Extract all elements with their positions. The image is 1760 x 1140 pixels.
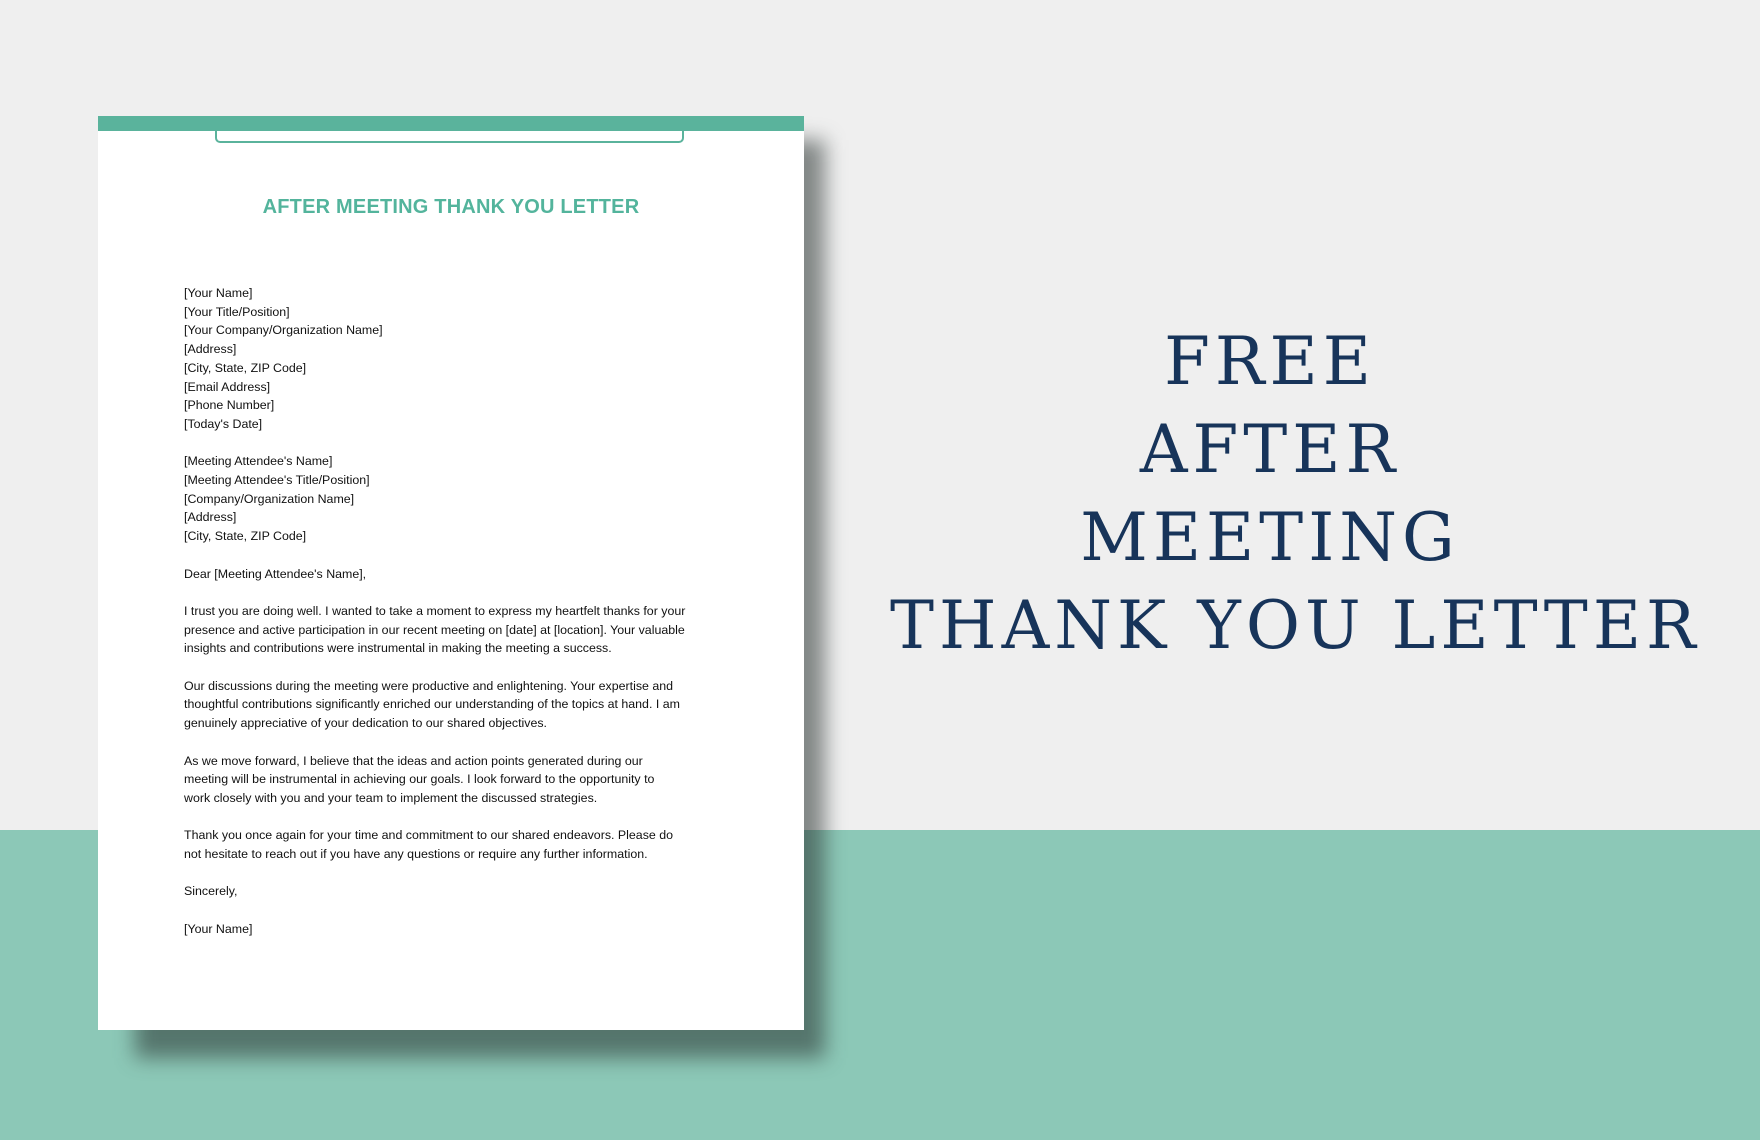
paragraph-2 xyxy=(184,677,744,733)
paragraph-line: Thank you once again for your time and commitment to our shared endeavors. Please do xyxy=(184,828,674,843)
sender-name: [Your Name] xyxy=(184,286,253,300)
promo-line-after: AFTER xyxy=(1139,411,1401,488)
letter-page xyxy=(98,116,804,1030)
paragraph-line: presence and active participation in our recent meeting on [date] at [location]. Your valuable xyxy=(184,622,685,637)
sender-phone: [Phone Number] xyxy=(184,398,275,413)
promo-line-free: FREE xyxy=(1164,323,1376,400)
paragraph-3 xyxy=(184,752,744,808)
sender-company: [Your Company/Organization Name] xyxy=(184,323,383,338)
sender-address: [Address] xyxy=(184,342,237,357)
letter-body xyxy=(184,284,744,957)
closing xyxy=(184,882,744,901)
paragraph-line: insights and contributions were instrumental in making the meeting a success. xyxy=(184,641,612,656)
page-header-tab xyxy=(215,131,684,143)
paragraph-line: Our discussions during the meeting were productive and enlightening. Your expertise and xyxy=(184,678,674,693)
sender-date: [Today's Date] xyxy=(184,416,263,431)
paragraph-4 xyxy=(184,826,744,863)
paragraph-line: not hesitate to reach out if you have any questions or require any further information. xyxy=(184,847,648,861)
sender-email: [Email Address] xyxy=(184,379,271,394)
recipient-name: [Meeting Attendee's Name] xyxy=(184,454,333,469)
signature xyxy=(184,920,744,939)
sender-city: [City, State, ZIP Code] xyxy=(184,360,307,375)
page-header-bar xyxy=(98,116,804,131)
recipient-block xyxy=(184,452,744,546)
document-title: AFTER MEETING THANK YOU LETTER xyxy=(262,196,640,218)
promo-heading xyxy=(890,318,1701,670)
paragraph-line: As we move forward, I believe that the ideas and action points generated during our xyxy=(184,753,643,768)
salutation xyxy=(184,565,744,584)
recipient-title: [Meeting Attendee's Title/Position] xyxy=(184,473,370,488)
sender-block xyxy=(184,284,744,434)
recipient-company: [Company/Organization Name] xyxy=(184,491,355,506)
paragraph-line: thoughtful contributions significantly enriched our understanding of the topics at hand. I am xyxy=(184,697,680,712)
sender-title: [Your Title/Position] xyxy=(184,304,290,319)
salutation-text: Dear [Meeting Attendee's Name], xyxy=(184,566,367,581)
recipient-city: [City, State, ZIP Code] xyxy=(184,529,307,544)
paragraph-line: work closely with you and your team to implement the discussed strategies. xyxy=(184,790,598,805)
signature-text: [Your Name] xyxy=(184,921,253,936)
promo-line-thank-you-letter: THANK YOU LETTER xyxy=(890,587,1701,664)
paragraph-line: meeting will be instrumental in achieving our goals. I look forward to the opportunity to xyxy=(184,772,655,787)
paragraph-line: I trust you are doing well. I wanted to take a moment to express my heartfelt thanks for your xyxy=(184,603,686,618)
paragraph-1 xyxy=(184,602,744,658)
closing-text: Sincerely, xyxy=(184,884,238,899)
paragraph-line: genuinely appreciative of your dedication to our shared objectives. xyxy=(184,716,547,731)
promo-line-meeting: MEETING xyxy=(1080,499,1460,576)
recipient-address: [Address] xyxy=(184,510,237,525)
